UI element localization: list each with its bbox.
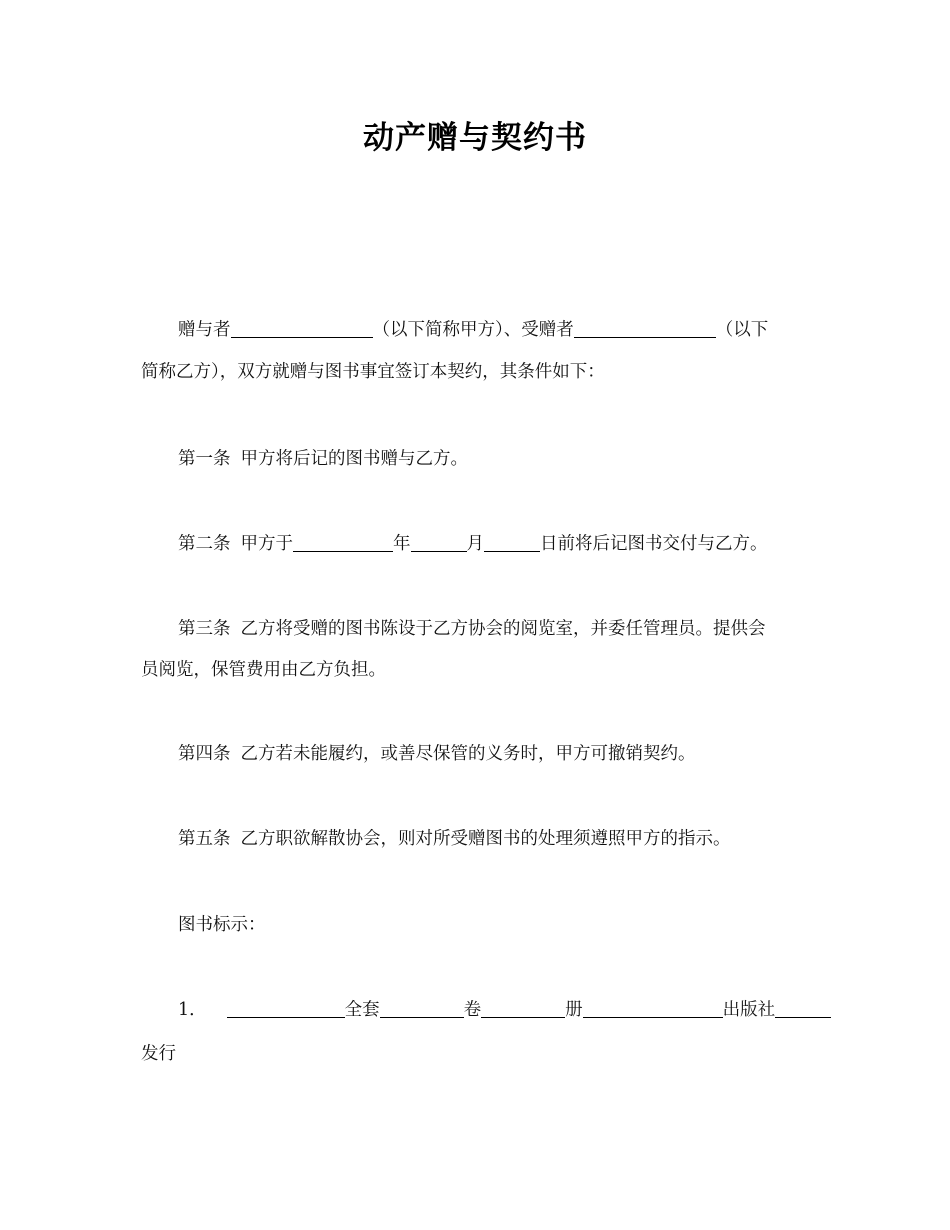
article-4-label: 第四条 (178, 744, 231, 764)
month-label: 月 (466, 534, 484, 554)
day-blank (484, 533, 540, 552)
set-label: 全套 (344, 1000, 380, 1020)
year-label: 年 (393, 534, 411, 554)
article-4 (178, 742, 848, 766)
article-3-line-2: 员阅览，保管费用由乙方负担。 (141, 660, 386, 680)
document-title: 动产赠与契约书 (363, 120, 587, 156)
article-1 (178, 447, 848, 471)
article-2-label: 第二条 (178, 534, 231, 554)
volume-label: 卷 (463, 1000, 482, 1020)
book-heading: 图书标示： (178, 915, 266, 935)
intro-note-b: （以下 (715, 320, 769, 340)
donor-label: 赠与者 (178, 320, 231, 340)
article-5-label: 第五条 (178, 829, 231, 849)
article-3-text-1: 乙方将受赠的图书陈设于乙方协会的阅览室，并委任管理员。提供会 (240, 619, 766, 639)
article-4-text: 乙方若未能履约，或善尽保管的义务时，甲方可撤销契约。 (240, 744, 696, 764)
intro-line-2: 简称乙方），双方就赠与图书事宜签订本契约，其条件如下： (141, 362, 605, 382)
publisher-blank (583, 999, 723, 1018)
article-2 (178, 532, 848, 556)
volume-blank (380, 999, 464, 1018)
copies-label: 册 (565, 1000, 583, 1020)
copies-blank (481, 999, 565, 1018)
publisher-label: 出版社 (722, 1000, 776, 1020)
intro-line-1 (178, 318, 848, 342)
issue-blank (775, 999, 831, 1018)
article-3-label: 第三条 (178, 619, 231, 639)
month-blank (411, 533, 467, 552)
book-item-number: 1． (178, 1000, 207, 1020)
donor-blank (231, 319, 373, 338)
book-title-blank (227, 999, 345, 1018)
article-1-label: 第一条 (178, 449, 231, 469)
article-2-pre: 甲方于 (240, 534, 293, 554)
donee-blank (574, 319, 716, 338)
year-blank (293, 533, 393, 552)
article-1-text: 甲方将后记的图书赠与乙方。 (240, 449, 468, 469)
article-3-line-1 (178, 617, 848, 641)
article-2-post: 日前将后记图书交付与乙方。 (540, 534, 768, 554)
intro-note-a: （以下简称甲方）、受赠者 (372, 320, 574, 340)
article-5 (178, 827, 848, 851)
book-item-1 (178, 998, 848, 1022)
article-5-text: 乙方职欲解散协会，则对所受赠图书的处理须遵照甲方的指示。 (240, 829, 731, 849)
book-item-1-cont: 发行 (141, 1044, 176, 1064)
